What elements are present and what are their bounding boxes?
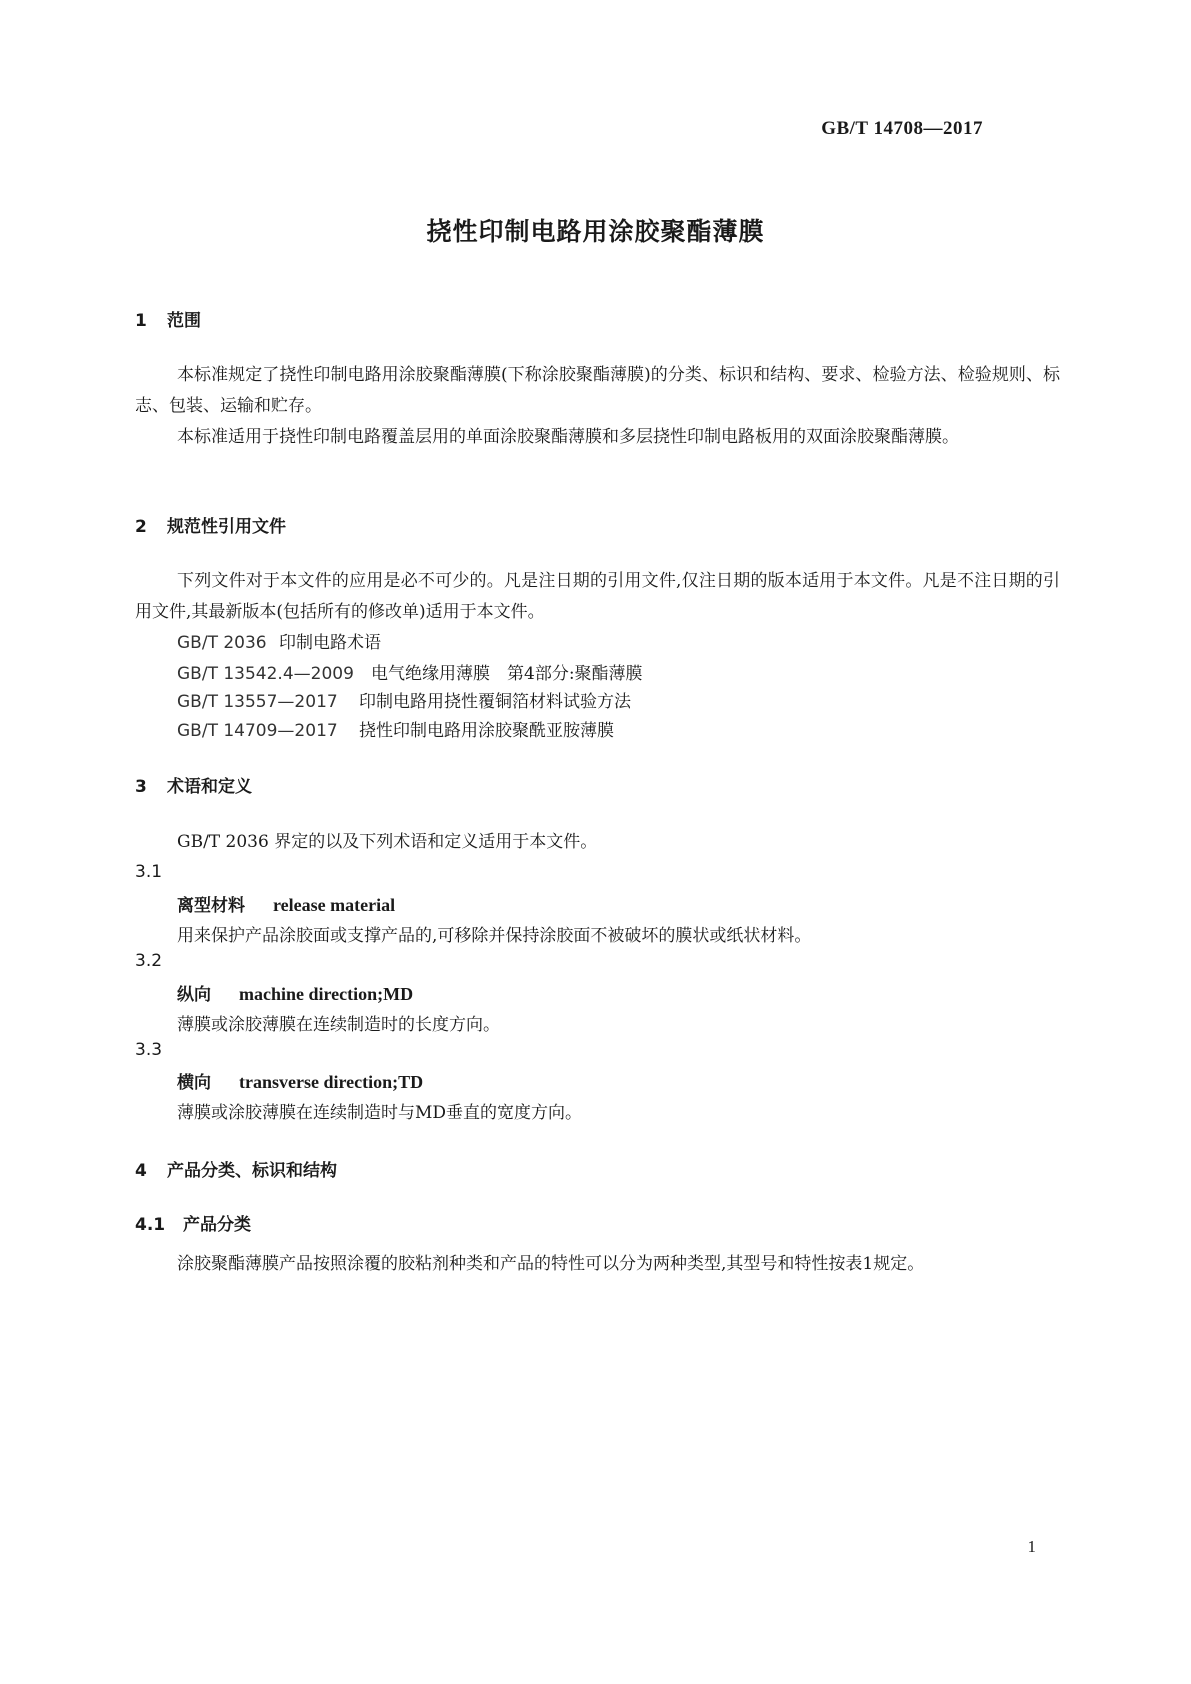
section-3-heading [135, 772, 252, 797]
reference-item [177, 687, 631, 712]
page-number: 1 [1027, 1537, 1036, 1556]
section-title: 产品分类 [183, 1215, 251, 1235]
document-title: 挠性印制电路用涂胶聚酯薄膜 [426, 217, 765, 246]
term-name [177, 980, 413, 1005]
section-number: 2 [135, 517, 147, 537]
reference-code: GB/T 14709—2017 [177, 721, 338, 741]
term-name-en: transverse direction;TD [239, 1072, 424, 1092]
section-number: 4.1 [135, 1215, 166, 1235]
term-number: 3.3 [135, 1040, 163, 1060]
section-1-paragraph-1: 本标准规定了挠性印制电路用涂胶聚酯薄膜(下称涂胶聚酯薄膜)的分类、标识和结构、要求、检验方法、检验规则、标志、包装、运输和贮存。 [135, 365, 1060, 416]
section-1-paragraph-2: 本标准适用于挠性印制电路覆盖层用的单面涂胶聚酯薄膜和多层挠性印制电路板用的双面涂胶聚酯薄膜。 [177, 427, 959, 447]
term-name-en: release material [273, 895, 396, 915]
reference-title: 印制电路术语 [279, 633, 381, 653]
term-number: 3.1 [135, 862, 163, 882]
reference-code: GB/T 13542.4—2009 [177, 664, 354, 684]
term-definition: 用来保护产品涂胶面或支撑产品的,可移除并保持涂胶面不被破坏的膜状或纸状材料。 [177, 926, 812, 946]
section-1-heading [135, 306, 201, 331]
term-name-zh: 离型材料 [177, 896, 245, 916]
term-name [177, 1068, 423, 1093]
term-definition: 薄膜或涂胶薄膜在连续制造时的长度方向。 [177, 1015, 500, 1035]
section-2-intro: 下列文件对于本文件的应用是必不可少的。凡是注日期的引用文件,仅注日期的版本适用于本文件。凡是不注日期的引用文件,其最新版本(包括所有的修改单)适用于本文件。 [135, 571, 1060, 622]
reference-code: GB/T 2036 [177, 633, 267, 653]
term-name-en: machine direction;MD [239, 984, 414, 1004]
section-4-heading [135, 1156, 337, 1181]
section-2-heading [135, 512, 286, 537]
section-number: 3 [135, 777, 147, 797]
reference-item [177, 628, 381, 653]
term-name-zh: 纵向 [177, 985, 211, 1005]
term-definition: 薄膜或涂胶薄膜在连续制造时与MD垂直的宽度方向。 [177, 1103, 583, 1123]
section-4-1-heading [135, 1210, 251, 1235]
reference-item [177, 716, 614, 741]
standard-code: GB/T 14708—2017 [821, 118, 983, 139]
section-3-intro: GB/T 2036 界定的以及下列术语和定义适用于本文件。 [177, 832, 598, 852]
term-number: 3.2 [135, 951, 163, 971]
reference-title: 印制电路用挠性覆铜箔材料试验方法 [359, 692, 631, 712]
reference-code: GB/T 13557—2017 [177, 692, 338, 712]
reference-title: 挠性印制电路用涂胶聚酰亚胺薄膜 [359, 721, 614, 741]
section-title: 规范性引用文件 [167, 517, 286, 537]
reference-title: 电气绝缘用薄膜 第4部分:聚酯薄膜 [371, 664, 643, 684]
section-title: 范围 [167, 311, 201, 331]
section-number: 4 [135, 1161, 147, 1181]
term-name-zh: 横向 [177, 1073, 211, 1093]
section-title: 术语和定义 [167, 777, 252, 797]
term-name [177, 891, 395, 916]
section-4-1-paragraph: 涂胶聚酯薄膜产品按照涂覆的胶粘剂种类和产品的特性可以分为两种类型,其型号和特性按表1规定。 [177, 1254, 925, 1274]
reference-item [177, 659, 643, 684]
section-title: 产品分类、标识和结构 [167, 1161, 337, 1181]
section-number: 1 [135, 311, 147, 331]
